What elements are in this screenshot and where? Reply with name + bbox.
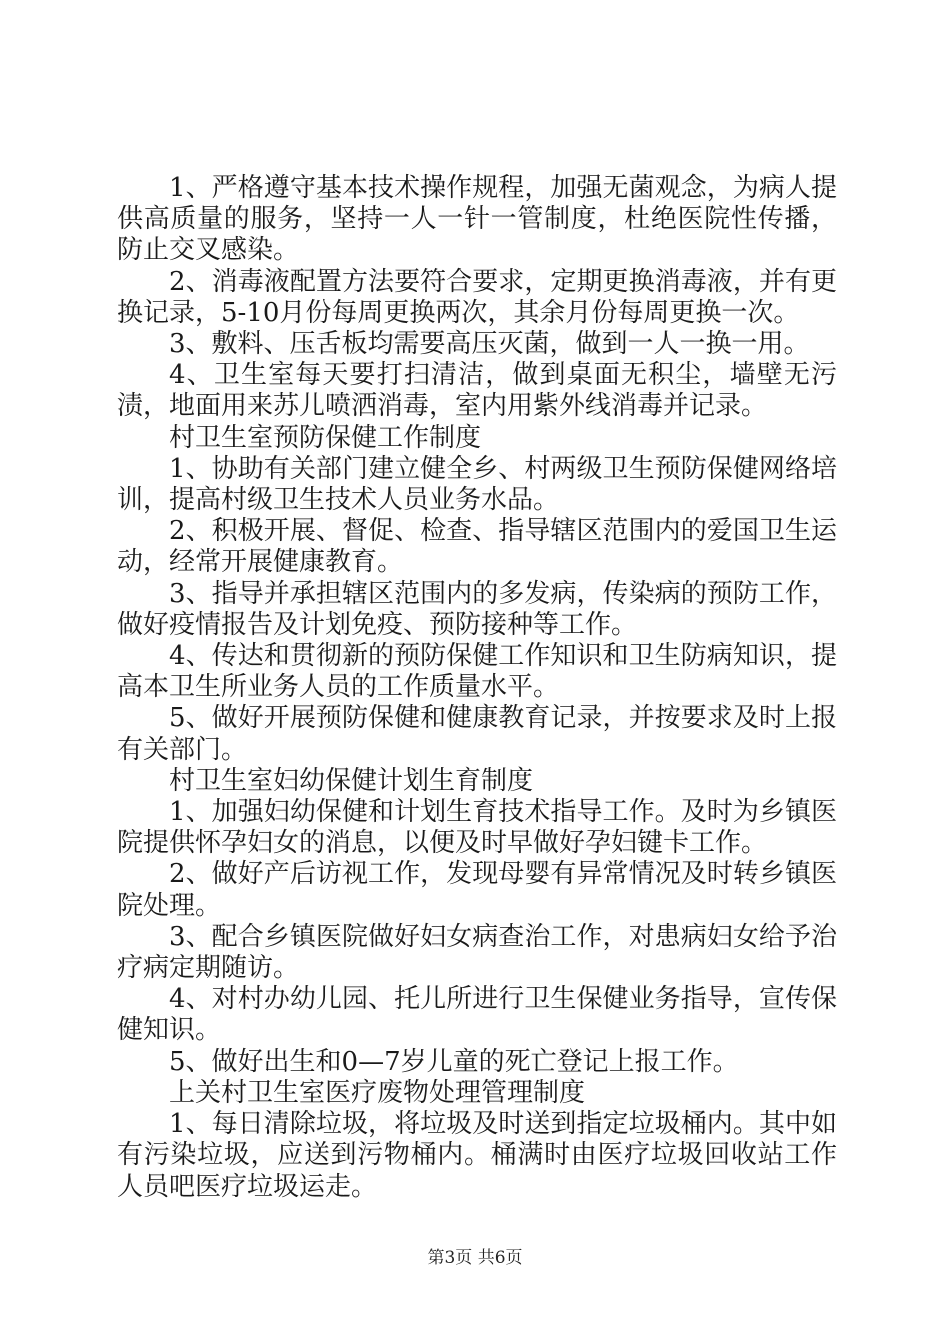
paragraph-prevention-4: 4、传达和贯彻新的预防保健工作知识和卫生防病知识，提高本卫生所业务人员的工作质量水平。: [117, 641, 837, 703]
paragraph-prevention-2: 2、积极开展、督促、检查、指导辖区范围内的爱国卫生运动，经常开展健康教育。: [117, 516, 837, 578]
paragraph-maternal-1: 1、加强妇幼保健和计划生育技术指导工作。及时为乡镇医院提供怀孕妇女的消息，以便及时早做好孕妇键卡工作。: [117, 797, 837, 859]
paragraph-disinfection-1: 1、严格遵守基本技术操作规程，加强无菌观念，为病人提供高质量的服务，坚持一人一针一管制度，杜绝医院性传播，防止交叉感染。: [117, 173, 837, 266]
paragraph-maternal-3: 3、配合乡镇医院做好妇女病查治工作，对患病妇女给予治疗病定期随访。: [117, 921, 837, 984]
document-body: [117, 173, 837, 1203]
paragraph-maternal-4: 4、对村办幼儿园、托儿所进行卫生保健业务指导，宣传保健知识。: [117, 984, 837, 1046]
section-heading-maternal: 村卫生室妇幼保健计划生育制度: [169, 765, 534, 796]
paragraph-prevention-1: 1、协助有关部门建立健全乡、村两级卫生预防保健网络培训，提高村级卫生技术人员业务水品。: [117, 453, 837, 516]
paragraph-maternal-2: 2、做好产后访视工作，发现母婴有异常情况及时转乡镇医院处理。: [117, 859, 837, 921]
section-heading-prevention: 村卫生室预防保健工作制度: [169, 422, 482, 453]
paragraph-prevention-3: 3、指导并承担辖区范围内的多发病，传染病的预防工作，做好疫情报告及计划免疫、预防接种等工作。: [117, 578, 837, 640]
paragraph-prevention-5: 5、做好开展预防保健和健康教育记录，并按要求及时上报有关部门。: [117, 703, 837, 765]
page-number-footer: 第3页 共6页: [427, 1248, 523, 1268]
paragraph-waste-1: 1、每日清除垃圾，将垃圾及时送到指定垃圾桶内。其中如有污染垃圾，应送到污物桶内。桶满时由医疗垃圾回收站工作人员吧医疗垃圾运走。: [117, 1109, 837, 1202]
paragraph-maternal-5: 5、做好出生和0—7岁儿童的死亡登记上报工作。: [169, 1046, 739, 1077]
section-heading-waste: 上关村卫生室医疗废物处理管理制度: [169, 1077, 586, 1108]
paragraph-disinfection-3: 3、敷料、压舌板均需要高压灭菌，做到一人一换一用。: [169, 329, 810, 360]
paragraph-disinfection-4: 4、卫生室每天要打扫清洁，做到桌面无积尘，墙壁无污渍，地面用来苏儿喷洒消毒，室内用紫外线消毒并记录。: [117, 360, 837, 422]
paragraph-disinfection-2: 2、消毒液配置方法要符合要求，定期更换消毒液，并有更换记录，5-10月份每周更换两次，其余月份每周更换一次。: [117, 266, 837, 328]
